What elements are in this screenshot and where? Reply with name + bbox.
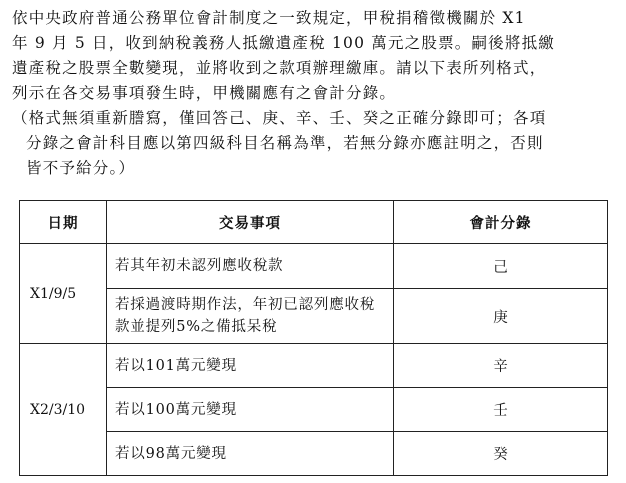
entry-cell: 辛	[394, 344, 608, 388]
date-cell: X2/3/10	[20, 344, 107, 476]
table-row	[20, 344, 608, 388]
entry-cell: 壬	[394, 388, 608, 432]
intro-line: 列示在各交易事項發生時，甲機關應有之會計分錄。	[12, 84, 397, 102]
header-entry: 會計分錄	[394, 201, 608, 244]
header-date: 日期	[20, 201, 107, 244]
question-text	[12, 6, 616, 181]
table-row	[20, 388, 608, 432]
intro-line: 遺產稅之股票全數變現，並將收到之款項辦理繳庫。請以下表所列格式，	[12, 59, 547, 77]
date-cell: X1/9/5	[20, 244, 107, 344]
transaction-cell: 若以101萬元變現	[107, 344, 394, 388]
note-line: 皆不予給分。）	[26, 159, 136, 177]
transaction-cell: 若採過渡時期作法，年初已認列應收稅款並提列5%之備抵呆稅	[107, 289, 394, 344]
entry-cell: 癸	[394, 432, 608, 476]
note-line: （格式無須重新謄寫，僅回答己、庚、辛、壬、癸之正確分錄即可；各項	[12, 109, 547, 127]
intro-paragraph	[12, 6, 616, 106]
table-row	[20, 432, 608, 476]
intro-line: 年 9 月 5 日，收到納稅義務人抵繳遺產稅 100 萬元之股票。嗣後將抵繳	[12, 34, 555, 52]
header-transaction: 交易事項	[107, 201, 394, 244]
table-row	[20, 244, 608, 289]
entry-cell: 己	[394, 244, 608, 289]
transaction-cell: 若其年初未認列應收稅款	[107, 244, 394, 289]
intro-line: 依中央政府普通公務單位會計制度之一致規定，甲稅捐稽徵機關於 X1	[12, 9, 526, 27]
entry-cell: 庚	[394, 289, 608, 344]
note-line: 分錄之會計科目應以第四級科目名稱為準，若無分錄亦應註明之，否則	[26, 134, 544, 152]
journal-entry-table	[19, 200, 608, 476]
table-row	[20, 289, 608, 344]
transaction-cell: 若以98萬元變現	[107, 432, 394, 476]
transaction-cell: 若以100萬元變現	[107, 388, 394, 432]
instruction-note	[12, 106, 616, 181]
table-header-row	[20, 201, 608, 244]
